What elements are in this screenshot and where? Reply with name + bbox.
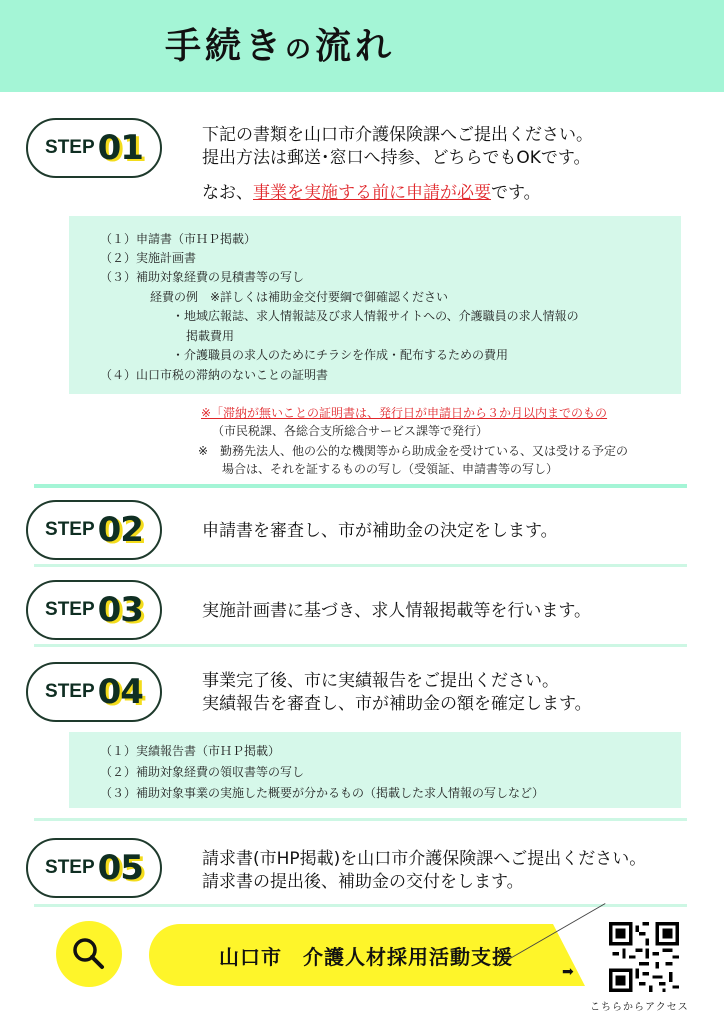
step-01-badge [26,118,162,178]
divider [34,644,687,647]
step-word: STEP [45,519,95,540]
report-item: （３）補助対象事業の実施した概要が分かるもの（掲載した求人情報の写しなど） [100,786,545,800]
step-word: STEP [45,137,95,158]
document-item: （２）実施計画書 [100,251,197,265]
title-part2: の [284,35,315,65]
step-05-line-2: 請求書の提出後、補助金の交付をします。 [202,872,524,892]
step-03-badge [26,580,162,640]
step-03-text [202,600,591,623]
expense-example: 経費の例 ※詳しくは補助金交付要綱で御確認ください [150,290,449,304]
banner-text: 山口市 介護人材採用活動支援 [219,944,513,969]
step-01-note [202,182,541,205]
step-04-text [202,670,592,716]
step-number: 04 [97,672,143,712]
search-icon [56,921,122,987]
step-02-badge [26,500,162,560]
step-04-line-2: 実績報告を審査し、市が補助金の額を確定します。 [202,694,592,714]
extra-note-1: ※ 勤務先法人、他の公的な機関等から助成金を受けている、又は受ける予定の [198,444,629,458]
extra-note-2: 場合は、それを証するものの写し（受領証、申請書等の写し） [222,462,559,476]
step-02-text [202,520,558,543]
qr-caption: こちらからアクセス [590,1002,689,1013]
red-note: ※「滞納が無いことの証明書は、発行日が申請日から３か月以内までのもの [201,406,608,420]
document-item: （３）補助対象経費の見積書等の写し [100,270,305,284]
red-note-sub: （市民税課、各総合支所総合サービス課等で発行） [212,424,489,438]
step-number: 02 [97,510,143,550]
document-item: （１）申請書（市ＨＰ掲載） [100,232,257,246]
step-word: STEP [45,857,95,878]
report-item: （１）実績報告書（市ＨＰ掲載） [100,744,281,758]
step-word: STEP [45,681,95,702]
report-item: （２）補助対象経費の領収書等の写し [100,765,305,779]
step-05-badge [26,838,162,898]
page-title [0,18,560,69]
divider [34,484,687,488]
note-suffix: です。 [491,183,541,203]
step-number: 01 [97,128,143,168]
step-03-line-1: 実施計画書に基づき、求人情報掲載等を行います。 [202,601,591,621]
step-05-text [202,848,646,894]
note-highlight: 事業を実施する前に申請が必要 [253,183,491,203]
document-item: （４）山口市税の滞納のないことの証明書 [100,368,329,382]
step-05-line-1: 請求書(市HP掲載)を山口市介護保険課へご提出ください。 [202,849,647,869]
step-number: 05 [97,848,143,888]
step-01-text [202,124,593,170]
title-part1: 手続き [164,26,285,67]
divider [34,904,687,907]
divider [34,818,687,821]
divider [34,564,687,567]
arrow-right-icon: ➡ [562,964,574,980]
step-02-line-1: 申請書を審査し、市が補助金の決定をします。 [202,521,558,541]
qr-code[interactable] [609,922,679,992]
expense-example-item-cont: 掲載費用 [186,329,235,343]
note-prefix: なお、 [202,183,253,203]
expense-example-item: ・地域広報誌、求人情報誌及び求人情報サイトへの、介護職員の求人情報の [172,309,579,323]
expense-example-item: ・介護職員の求人のためにチラシを作成・配布するための費用 [172,348,509,362]
step-01-line-2: 提出方法は郵送･窓口へ持参、どちらでもOKです。 [202,148,591,168]
search-button[interactable] [56,921,122,987]
step-04-line-1: 事業完了後、市に実績報告をご提出ください。 [202,671,559,691]
step-04-badge [26,662,162,722]
step-01-line-1: 下記の書類を山口市介護保険課へご提出ください。 [202,125,593,145]
step-word: STEP [45,599,95,620]
title-part3: 流れ [315,26,396,67]
step-number: 03 [97,590,143,630]
